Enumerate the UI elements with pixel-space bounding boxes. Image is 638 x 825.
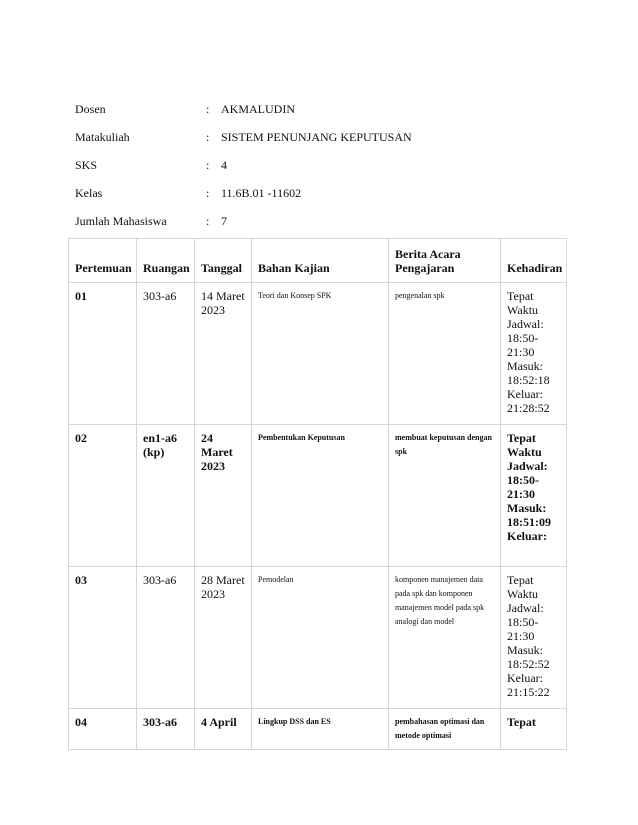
info-colon: : (206, 158, 210, 172)
cell-pertemuan: 01 (69, 283, 137, 425)
kehadiran-line: 21:15:22 (507, 685, 550, 699)
info-row-dosen (75, 100, 575, 128)
kehadiran-line: 18:52:52 (507, 657, 550, 671)
kehadiran-line: 18:50- (507, 331, 539, 345)
cell-berita-acara: pembahasan optimasi dan metode optimasi (389, 709, 501, 750)
cell-bahan-kajian: Pemodelan (252, 567, 389, 709)
info-colon: : (206, 102, 210, 116)
info-colon: : (206, 214, 210, 228)
cell-ruangan: 303-a6 (137, 283, 195, 425)
info-label: Jumlah Mahasiswa (75, 214, 167, 228)
kehadiran-line: 18:52:18 (507, 373, 550, 387)
course-info (75, 100, 575, 240)
kehadiran-line: 21:30 (507, 629, 535, 643)
cell-tanggal: 24 Maret 2023 (195, 425, 252, 567)
header-tanggal: Tanggal (195, 239, 252, 283)
info-row-kelas (75, 184, 575, 212)
kehadiran-line: 18:51:09 (507, 515, 551, 529)
cell-kehadiran (501, 425, 567, 567)
kehadiran-line: 21:30 (507, 487, 535, 501)
kehadiran-line: Waktu (507, 303, 539, 317)
info-colon: : (206, 130, 210, 144)
cell-ruangan: en1-a6 (kp) (137, 425, 195, 567)
info-value-dosen: AKMALUDIN (221, 102, 295, 116)
info-label: Dosen (75, 102, 106, 116)
cell-pertemuan: 04 (69, 709, 137, 750)
kehadiran-line: Tepat (507, 289, 534, 303)
info-row-sks (75, 156, 575, 184)
header-bahan-kajian: Bahan Kajian (252, 239, 389, 283)
kehadiran-line: 21:30 (507, 345, 535, 359)
info-value-kelas: 11.6B.01 -11602 (221, 186, 302, 200)
info-label: SKS (75, 158, 98, 172)
kehadiran-line: Tepat (507, 715, 536, 729)
info-label: Matakuliah (75, 130, 130, 144)
kehadiran-line: Jadwal: (507, 317, 544, 331)
kehadiran-line: Tepat (507, 431, 536, 445)
kehadiran-line: 21:28:52 (507, 401, 550, 415)
cell-ruangan: 303-a6 (137, 567, 195, 709)
cell-bahan-kajian: Pembentukan Keputusan (252, 425, 389, 567)
kehadiran-line: Masuk: (507, 501, 547, 515)
kehadiran-line: Keluar: (507, 671, 543, 685)
cell-ruangan: 303-a6 (137, 709, 195, 750)
kehadiran-line: Jadwal: (507, 459, 548, 473)
cell-bahan-kajian: Lingkup DSS dan ES (252, 709, 389, 750)
kehadiran-line: Waktu (507, 445, 542, 459)
table-header-row (69, 239, 567, 283)
cell-bahan-kajian: Teori dan Konsep SPK (252, 283, 389, 425)
attendance-table (68, 238, 567, 750)
cell-berita-acara: membuat keputusan dengan spk (389, 425, 501, 567)
kehadiran-line: Masuk: (507, 643, 543, 657)
info-row-matakuliah (75, 128, 575, 156)
kehadiran-line: Keluar: (507, 387, 543, 401)
info-row-jumlah (75, 212, 575, 240)
cell-tanggal: 4 April (195, 709, 252, 750)
kehadiran-line: Waktu (507, 587, 539, 601)
cell-kehadiran (501, 567, 567, 709)
table-row (69, 425, 567, 567)
info-value-jumlah: 7 (221, 214, 227, 228)
cell-tanggal: 14 Maret 2023 (195, 283, 252, 425)
kehadiran-line: 18:50- (507, 615, 539, 629)
kehadiran-line: 18:50- (507, 473, 539, 487)
cell-pertemuan: 02 (69, 425, 137, 567)
kehadiran-line: Keluar: (507, 529, 547, 543)
info-label: Kelas (75, 186, 103, 200)
cell-berita-acara: pengenalan spk (389, 283, 501, 425)
cell-kehadiran (501, 709, 567, 750)
table-row (69, 567, 567, 709)
header-kehadiran: Kehadiran (501, 239, 567, 283)
kehadiran-line: Masuk: (507, 359, 543, 373)
table-row (69, 283, 567, 425)
header-berita-acara: Berita Acara Pengajaran (389, 239, 501, 283)
cell-kehadiran (501, 283, 567, 425)
kehadiran-line: Jadwal: (507, 601, 544, 615)
cell-pertemuan: 03 (69, 567, 137, 709)
header-pertemuan: Pertemuan (69, 239, 137, 283)
header-ruangan: Ruangan (137, 239, 195, 283)
info-value-sks: 4 (221, 158, 227, 172)
kehadiran-line: Tepat (507, 573, 534, 587)
info-value-matakuliah: SISTEM PENUNJANG KEPUTUSAN (221, 130, 412, 144)
cell-berita-acara: komponen manajemen data pada spk dan komponen manajemen model pada spk analogi dan model (389, 567, 501, 709)
info-colon: : (206, 186, 210, 200)
cell-tanggal: 28 Maret 2023 (195, 567, 252, 709)
table-row (69, 709, 567, 750)
